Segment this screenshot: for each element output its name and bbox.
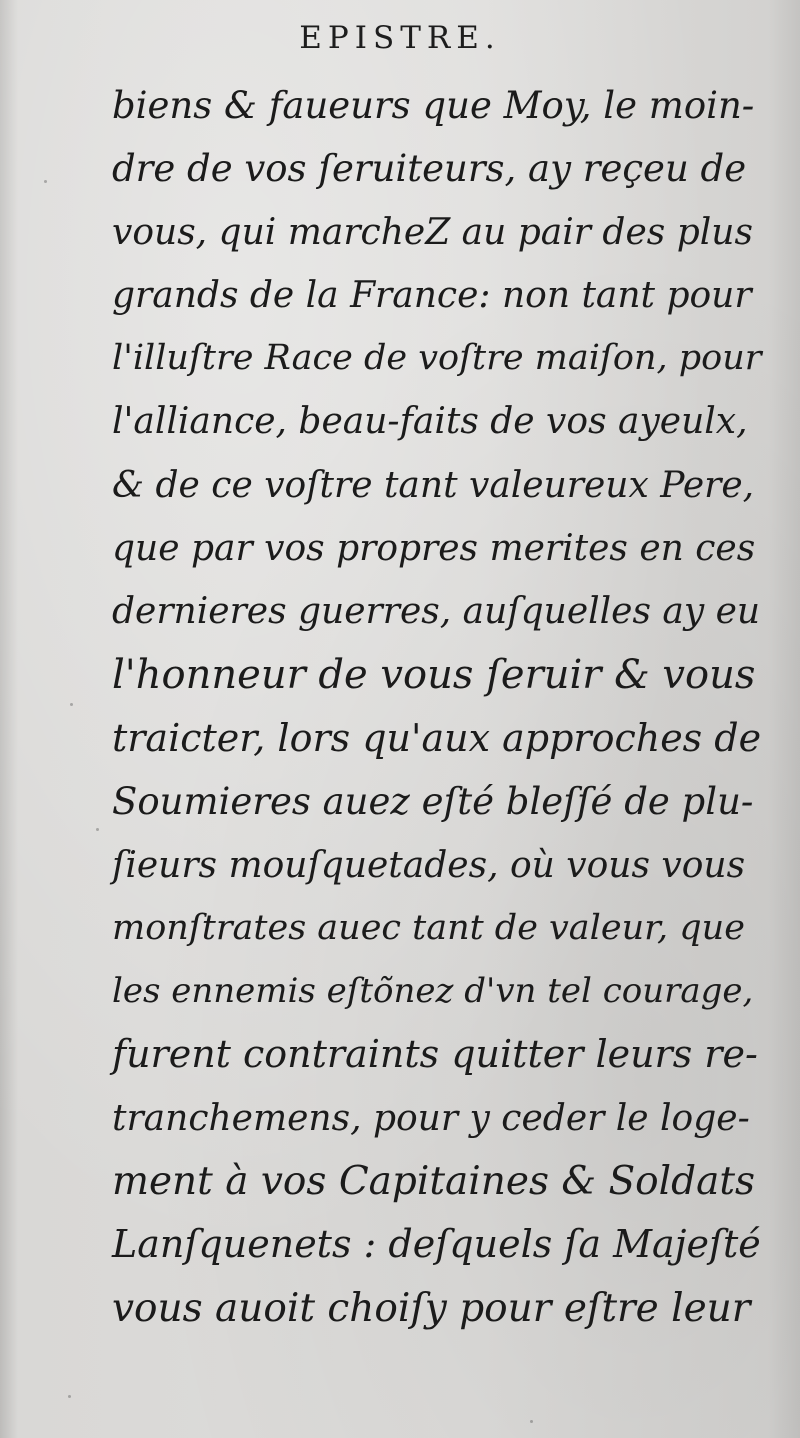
text-line: traicter, lors qu'aux approches de — [112, 715, 762, 760]
text-line: dernieres guerres, auſquelles ay eu — [112, 591, 761, 633]
text-line: tranchemens, pour y ceder le loge- — [112, 1097, 750, 1139]
text-line: dre de vos ſeruiteurs, ay reçeu de — [112, 147, 747, 191]
paper-speck — [68, 1395, 71, 1398]
paper-speck — [70, 703, 73, 706]
text-line: & de ce voſtre tant valeureux Pere, — [112, 464, 755, 506]
text-line: monſtrates auec tant de valeur, que — [112, 907, 745, 948]
paper-speck — [96, 828, 99, 831]
text-line: ſieurs mouſquetades, où vous vous — [112, 844, 746, 886]
paper-speck — [530, 1420, 533, 1423]
text-line: grands de la France: non tant pour — [112, 274, 752, 316]
text-line-catchword: vous auoit choiſy pour eſtre leur — [112, 1285, 751, 1331]
text-line: l'illuſtre Race de voſtre maiſon, pour — [112, 338, 762, 379]
text-line: vous, qui marcheZ au pair des plus — [112, 211, 753, 253]
text-line: Soumieres auez eſté bleſſé de plu- — [112, 780, 754, 824]
text-line: l'alliance, beau-faits de vos ayeulx, — [112, 401, 748, 443]
text-line: furent contraints quitter leurs re- — [112, 1032, 758, 1077]
text-line: Lanſquenets : deſquels ſa Majeſté — [112, 1222, 761, 1267]
paper-speck — [44, 180, 47, 183]
text-line: les ennemis eſtõnez d'vn tel courage, — [112, 971, 754, 1012]
text-line: que par vos propres merites en ces — [112, 528, 756, 570]
text-line: biens & faueurs que Moy, le moin- — [112, 84, 755, 127]
text-line: ment à vos Capitaines & Soldats — [112, 1159, 756, 1205]
body-text — [112, 74, 762, 1340]
running-title: EPISTRE. — [299, 20, 501, 56]
text-line: l'honneur de vous ſeruir & vous — [112, 651, 756, 698]
